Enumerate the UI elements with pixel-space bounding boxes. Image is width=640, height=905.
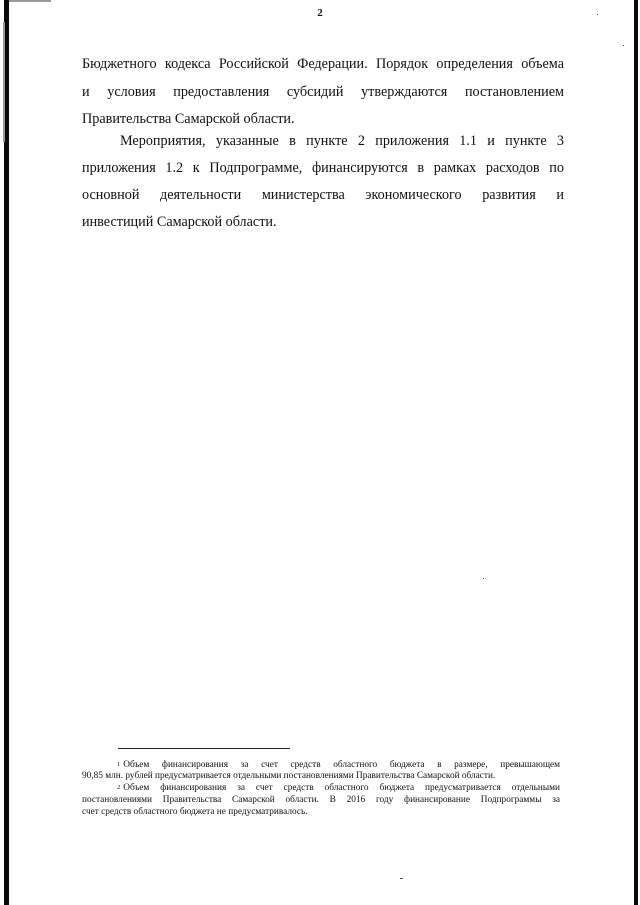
scan-speck	[483, 578, 484, 579]
paragraph-line: Мероприятия, указанные в пункте 2 приложения 1.1 и пункте 3	[120, 133, 564, 149]
footnote-line: счет средств областного бюджета не предусматривалось.	[82, 807, 308, 817]
paragraph-line: основной деятельности министерства экономического развития и	[82, 187, 564, 203]
footnote-line	[117, 783, 560, 794]
footnote-separator	[118, 748, 290, 749]
footnote-marker: 2	[117, 784, 121, 791]
footnote-line: 90,85 млн. рублей предусматривается отдельными постановлениями Правительства Самарской области.	[82, 771, 496, 781]
scan-border-right	[634, 0, 638, 905]
footnote-marker: 1	[117, 761, 121, 768]
paragraph-line: инвестиций Самарской области.	[82, 214, 277, 230]
paragraph-line: Бюджетного кодекса Российской Федерации. Порядок определения объема	[82, 56, 564, 72]
scan-speck	[400, 878, 403, 879]
scan-speck	[623, 45, 624, 46]
footnote-text: Объем финансирования за счет средств областного бюджета предусматривается отдельными	[123, 783, 560, 793]
page-number: 2	[317, 7, 323, 19]
footnote-line	[117, 760, 560, 771]
paragraph-line: и условия предоставления субсидий утверждаются постановлением	[82, 84, 564, 100]
paragraph-line: приложения 1.2 к Подпрограмме, финансируются в рамках расходов по	[82, 160, 564, 176]
scan-border-left-shadow	[3, 22, 5, 142]
footnote-line: постановлениями Правительства Самарской области. В 2016 году финансирование Подпрограммы за	[82, 795, 560, 805]
paragraph-line: Правительства Самарской области.	[82, 111, 295, 127]
footnote-text: Объем финансирования за счет средств областного бюджета в размере, превышающем	[123, 760, 560, 770]
scan-border-top	[9, 0, 51, 2]
